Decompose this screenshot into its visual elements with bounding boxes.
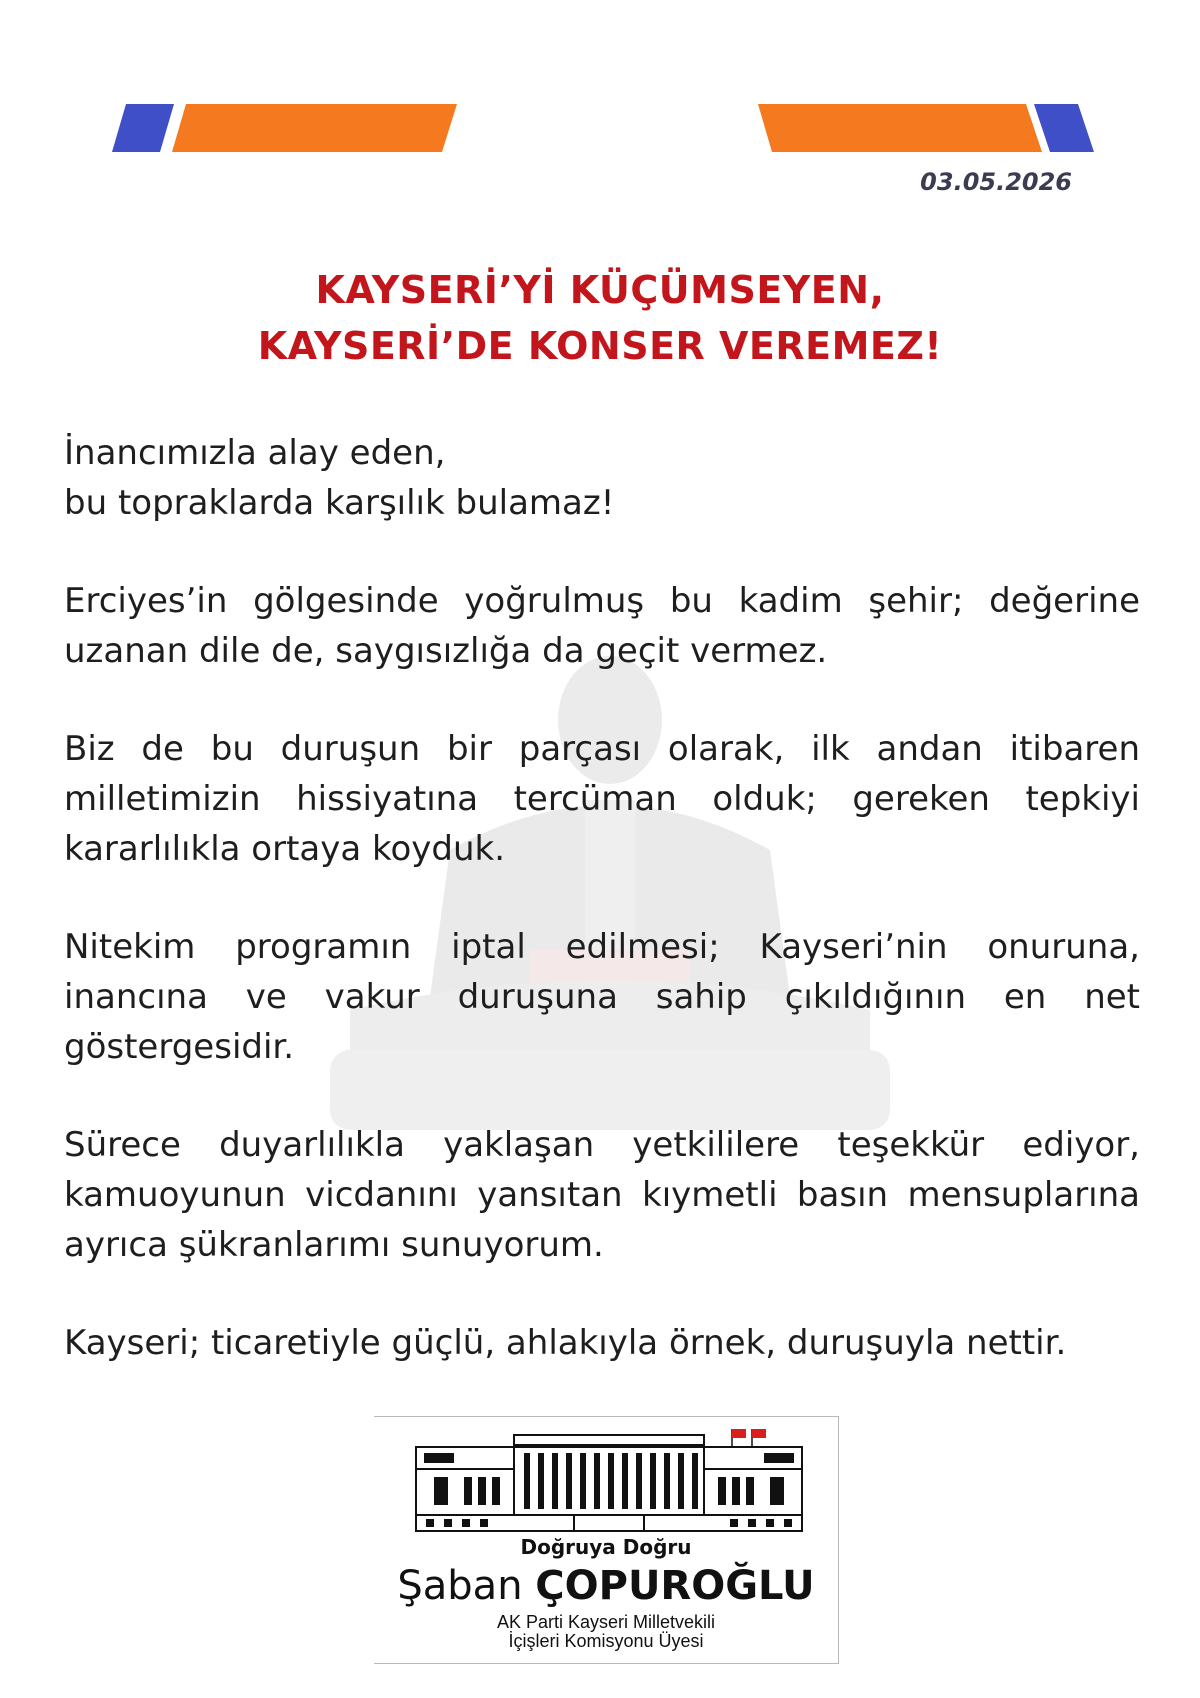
document-date: 03.05.2026 <box>920 168 1072 196</box>
paragraph-3: Biz de bu duruşun bir parçası olarak, ilk andan itibaren milletimizin hissiyatına tercüman olduk; gereken tepkiyi kararlılıkla ortaya koyduk. <box>64 729 1140 869</box>
paragraph-6: Kayseri; ticaretiyle güçlü, ahlakıyla örnek, duruşuyla nettir. <box>64 1323 1067 1363</box>
signature-last-name: ÇOPUROĞLU <box>535 1563 815 1609</box>
left-blue-stripe <box>112 104 174 152</box>
paragraph-1-line-1: İnancımızla alay eden, <box>64 433 446 473</box>
right-stripes <box>758 104 1098 152</box>
signature-title-line-2: İçişleri Komisyonu Üyesi <box>508 1631 704 1651</box>
right-orange-stripe <box>758 104 1042 152</box>
paragraph-1 <box>64 428 1140 528</box>
statement-body <box>64 428 1140 1416</box>
parliament-building-icon <box>414 1429 804 1535</box>
signature-title-line-1: AK Parti Kayseri Milletvekili <box>496 1612 716 1632</box>
headline-line-2: KAYSERİ’DE KONSER VEREMEZ! <box>257 324 943 368</box>
signature-motto: Doğruya Doğru <box>520 1535 692 1559</box>
signature-first-name: Şaban <box>397 1563 523 1609</box>
headline <box>0 262 1200 374</box>
signature-block <box>374 1416 839 1664</box>
paragraph-4: Nitekim programın iptal edilmesi; Kayseri’nin onuruna, inancına ve vakur duruşuna sahip çıkıldığının en net göstergesidir. <box>64 927 1140 1067</box>
paragraph-1-line-2: bu topraklarda karşılık bulamaz! <box>64 483 615 523</box>
flag-icons <box>732 1429 766 1447</box>
headline-line-1: KAYSERİ’Yİ KÜÇÜMSEYEN, <box>315 268 885 312</box>
paragraph-5: Sürece duyarlılıkla yaklaşan yetkililere teşekkür ediyor, kamuoyunun vicdanını yansıtan kıymetli basın mensuplarına ayrıca şükranlarımı sunuyorum. <box>64 1125 1140 1265</box>
right-blue-stripe <box>1034 104 1094 152</box>
left-orange-stripe <box>172 104 457 152</box>
paragraph-2: Erciyes’in gölgesinde yoğrulmuş bu kadim şehir; değerine uzanan dile de, saygısızlığa da geçit vermez. <box>64 581 1140 671</box>
signature-name <box>374 1563 838 1609</box>
left-stripes <box>112 104 462 152</box>
